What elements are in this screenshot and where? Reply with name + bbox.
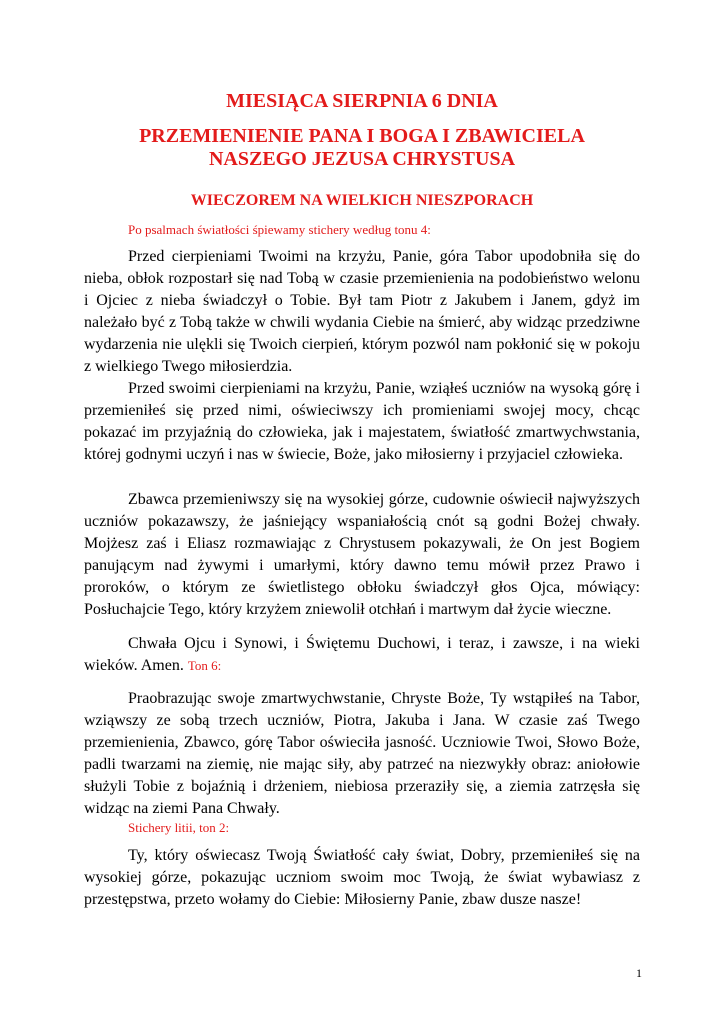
title-feast-line2: NASZEGO JEZUSA CHRYSTUSA <box>208 148 516 170</box>
rubric-psalms: Po psalmach światłości śpiewamy stichery według tonu 4: <box>128 222 431 237</box>
rubric-litia: Stichery litii, ton 2: <box>128 820 230 835</box>
title-feast-line1: PRZEMIENIENIE PANA I BOGA I ZBAWICIELA <box>139 125 585 147</box>
title-date: MIESIĄCA SIERPNIA 6 DNIA <box>226 90 498 112</box>
paragraph-2: Przed swoimi cierpieniami na krzyżu, Panie, wziąłeś uczniów na wysoką górę i przemieniłeś się przed nimi, oświeciwszy ich promieniami swojej mocy, chcąc pokazać im przyjaźnią do człowieka, jak i majestatem, światłość zmartwychwstania, której godnymi uczyń i nas w świecie, Boże, jako miłosierny i przyjaciel człowieka. <box>84 380 640 463</box>
paragraph-5: Praobrazując swoje zmartwychwstanie, Chryste Boże, Ty wstąpiłeś na Tabor, wziąwszy ze sobą trzech uczniów, Piotra, Jakuba i Jana. W czasie zaś Twego przemienienia, Zbawco, górę Tabor oświeciła jasność. Uczniowie Twoi, Słowo Boże, padli twarzami na ziemię, nie mając siły, aby patrzeć na niezwykły obraz: aniołowie służyli Tobie z bojaźnią i drżeniem, niebiosa przeraziły się, a ziemia zatrzęsła się widząc na ziemi Pana Chwały. <box>84 690 640 817</box>
paragraph-6: Ty, który oświecasz Twoją Światłość cały świat, Dobry, przemieniłeś się na wysokiej górze, pokazując uczniom swoim moc Twoją, że świat wybawiasz z przestępstwa, przeto wołamy do Ciebie: Miłosierny Panie, zbaw dusze nasze! <box>84 847 640 908</box>
paragraph-1: Przed cierpieniami Twoimi na krzyżu, Panie, góra Tabor upodobniła się do nieba, obłok rozpostarł się nad Tobą w czasie przemienienia na podobieństwo welonu i Ojciec z nieba świadczył o Tobie. Był tam Piotr z Jakubem i Janem, gdyż im należało być z Tobą także w chwili wydania Ciebie na śmierć, aby widząc przedziwne wydarzenia nie ulękli się Twoich cierpień, którym pozwól nam pokłonić się w pokoju z wielkiego Twego miłosierdzia. <box>84 248 640 375</box>
page-number: 1 <box>636 966 642 980</box>
paragraph-3: Zbawca przemieniwszy się na wysokiej górze, cudownie oświecił najwyższych uczniów pokazawszy, że jaśniejący wspaniałością cnót są godni Bożej chwały. Mojżesz zaś i Eliasz rozmawiając z Chrystusem pokazywali, że On jest Bogiem panującym nad żywymi i umarłymi, który dawno temu mówił przez Prawo i proroków, o którym ze świetlistego obłoku świadczył głos Ojca, mówiący: Posłuchajcie Tego, który krzyżem zniewolił otchłań i martwym dał życie wieczne. <box>84 491 640 618</box>
doxology-text: Chwała Ojcu i Synowi, i Świętemu Duchowi, i teraz, i zawsze, i na wieki wieków. Amen. <box>84 635 640 674</box>
section-heading: WIECZOREM NA WIELKICH NIESZPORACH <box>190 192 534 209</box>
title-feast <box>84 125 640 171</box>
paragraph-doxology <box>84 633 640 677</box>
rubric-ton6: Ton 6: <box>187 657 222 673</box>
